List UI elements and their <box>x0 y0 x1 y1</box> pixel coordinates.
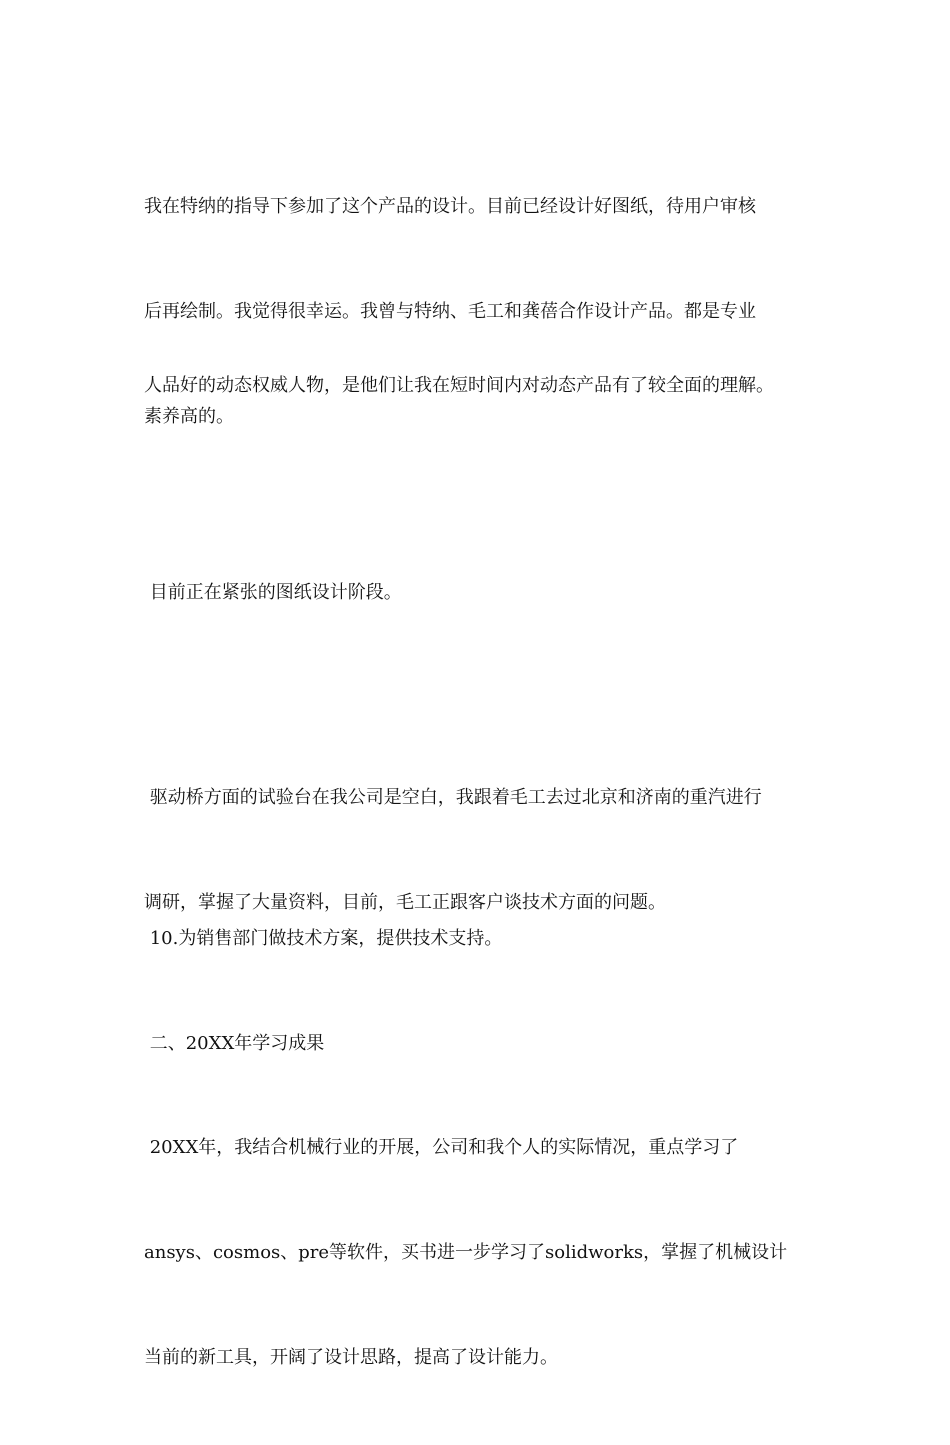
text-line: 素养高的。 <box>144 406 234 427</box>
text-line: 后再绘制。我觉得很幸运。我曾与特纳、毛工和龚蓓合作设计产品。都是专业 <box>144 301 756 322</box>
paragraph-learning-summary <box>144 1060 809 1445</box>
text-line: 驱动桥方面的试验台在我公司是空白，我跟着毛工去过北京和济南的重汽进行 <box>144 787 762 808</box>
paragraph-dynamic-experts <box>144 298 809 473</box>
text-line: 调研，掌握了大量资料，目前，毛工正跟客户谈技术方面的问题。 <box>144 892 666 913</box>
text-line: 当前的新工具，开阔了设计思路，提高了设计能力。 <box>144 1347 558 1368</box>
paragraph-drawing-stage <box>144 505 809 680</box>
text-line: 人品好的动态权威人物，是他们让我在短时间内对动态产品有了较全面的理解。 <box>144 375 774 396</box>
text-line: 10.为销售部门做技术方案，提供技术支持。 <box>144 928 503 949</box>
text-line: ansys、cosmos、pre等软件，买书进一步学习了solidworks，掌握了机械设计 <box>144 1242 788 1263</box>
text-line: 目前正在紧张的图纸设计阶段。 <box>144 582 402 603</box>
text-line: 我在特纳的指导下参加了这个产品的设计。目前已经设计好图纸，待用户审核 <box>144 196 756 217</box>
heading-text: 二、20XX年学习成果 <box>144 1033 325 1054</box>
text-line: 20XX年，我结合机械行业的开展，公司和我个人的实际情况，重点学习了 <box>144 1137 739 1158</box>
